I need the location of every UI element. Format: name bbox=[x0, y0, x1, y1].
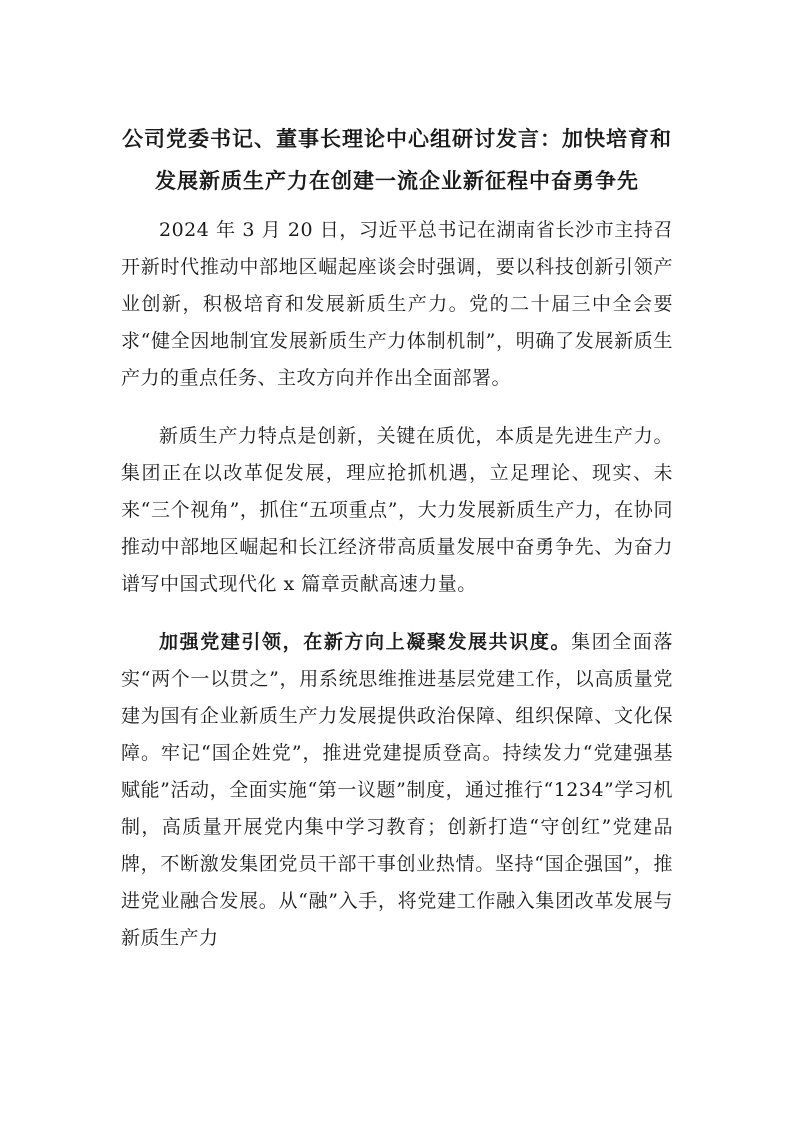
document-title: 公司党委书记、董事长理论中心组研讨发言：加快培育和发展新质生产力在创建一流企业新征程中奋勇争先 bbox=[122, 127, 672, 193]
paragraph-characteristics bbox=[121, 418, 673, 603]
paragraph-text: 2024 年 3 月 20 日，习近平总书记在湖南省长沙市主持召开新时代推动中部地区崛起座谈会时强调，要以科技创新引领产业创新，积极培育和发展新质生产力。党的二十届三中全会要求“健全因地制宜发展新质生产力体制机制”，明确了发展新质生产力的重点任务、主攻方向并作出全面部署。 bbox=[121, 219, 673, 389]
paragraph-lead: 加强党建引领，在新方向上凝聚发展共识度。 bbox=[159, 631, 572, 653]
paragraph-text: 集团全面落实“两个一以贯之”，用系统思维推进基层党建工作，以高质量党建为国有企业新质生产力发展提供政治保障、组织保障、文化保障。牢记“国企姓党”，推进党建提质登高。持续发力“党建强基赋能”活动，全面实施“第一议题”制度，通过推行“1234”学习机制，高质量开展党内集中学习教育；创新打造“守创红”党建品牌，不断激发集团党员干部干事创业热情。坚持“国企强国”，推进党业融合发展。从“融”入手，将党建工作融入集团改革发展与新质生产力 bbox=[121, 631, 673, 949]
paragraph-intro bbox=[121, 212, 673, 397]
paragraph-text: 新质生产力特点是创新，关键在质优，本质是先进生产力。集团正在以改革促发展，理应抢抓机遇，立足理论、现实、未来“三个视角”，抓住“五项重点”，大力发展新质生产力，在协同推动中部地区崛起和长江经济带高质量发展中奋勇争先、为奋力谱写中国式现代化 x 篇章贡献高速力量。 bbox=[121, 425, 673, 595]
paragraph-party-building bbox=[121, 624, 673, 957]
